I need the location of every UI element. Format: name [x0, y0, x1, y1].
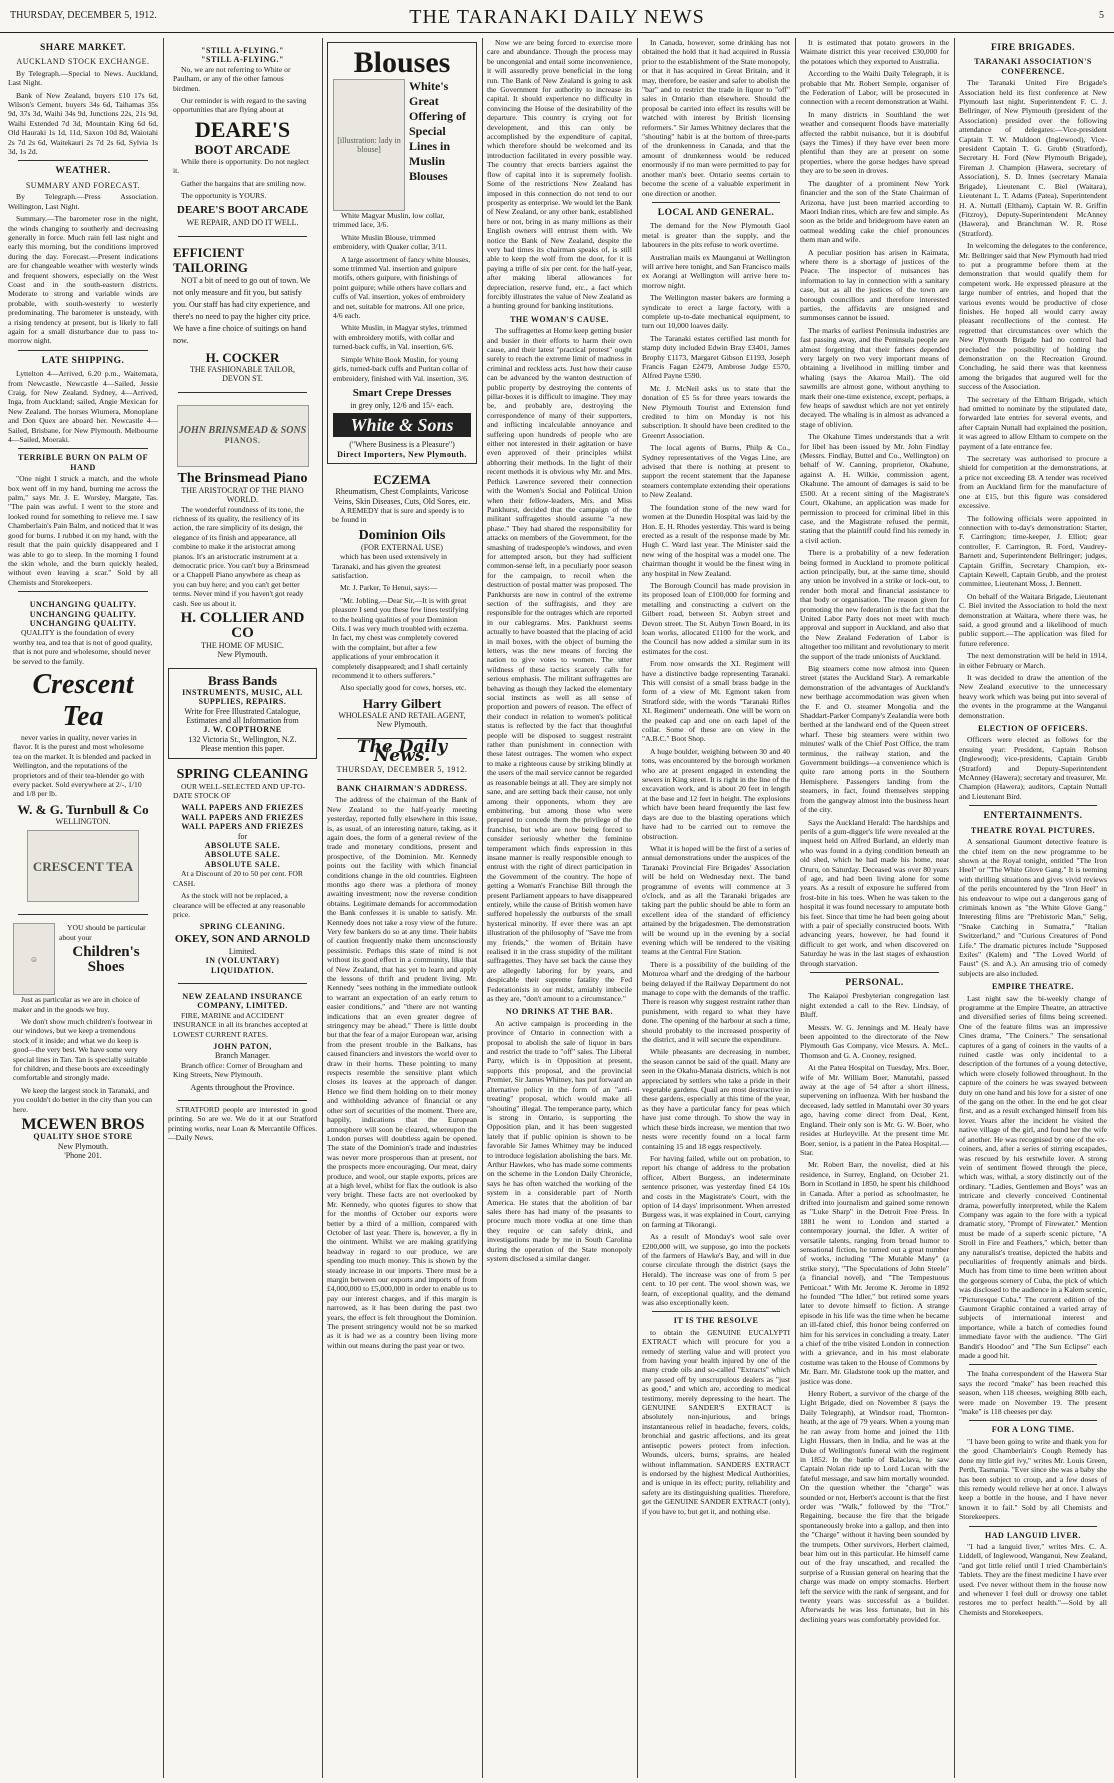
divider [178, 236, 307, 237]
divider [652, 202, 780, 203]
local-item: The Okahune Times understands that a writ for libel has been issued by Mr. John Findlay (Messrs. Findlay, Buttel and Co., Wellington) on behalf of W. Canning, proprietor, Okahune, against A. H. Wilkie, commission agent, Okahune. The amount of damages is said to be £500. At a recent sitting of the Magistrate's Court, Okahune, an application was made for permission to proceed for criminal libel in this case, and the Magistrate refused the permit, stating that the plaintiff could find his remedy in a civil action. [800, 432, 949, 545]
fire-item: On behalf of the Waitara Brigade, Lieutenant C. Biel invited the Association to hold the next demonstration at Waitara, where there was, he said, a good ground and a likelihood of much public support.—The application was filed for future reference. [959, 591, 1107, 648]
bank-address-heading: BANK CHAIRMAN'S ADDRESS. [336, 783, 468, 793]
turnbull-city: WELLINGTON. [55, 816, 111, 826]
weather-report: Summary.—The barometer rose in the night, the winds changing to southerly and decreasing generally in force. Much rain fell last night and early this morning, but the conditions improved during the day. Forecast.—Present indications are for changeable weather with westerly winds and frequent showers, especially on the West Coast and in the south-eastern districts. Moderate to strong and variable winds are probable, with south-westerly to westerly predominating. The barometer is unsteady, with a rising tendency at present, but is likely to fall again for a small disturbance due to pass to-morrow night. [8, 214, 158, 346]
column-rule [322, 38, 323, 1778]
spring-cleaning-heading: SPRING CLEANING [176, 766, 309, 782]
divider [18, 350, 148, 351]
column-rule [795, 38, 796, 1778]
divider [810, 972, 939, 973]
brinsmead-tagline: THE ARISTOCRAT OF THE PIANO WORLD. [181, 485, 304, 505]
bar-heading: NO DRINKS AT THE BAR. [505, 1007, 614, 1017]
languid-liver-heading: HAD LANGUID LIVER. [985, 1530, 1081, 1540]
local-item: Big steamers come now almost into Queen street (states the Auckland Star). A remarkable demonstration of the advantages of Auckland's new berthage accommodation was given when the F. and O. steamer Mongolia and the Shaddart-Parker Company's Zealandia were both berthed at the landward end of the Queen street wharf. These big steamers were within two minutes' walk of the Chief Post Office, the tram terminus, the railway station, and the Government buildings—a convenience which is quite rare among ports in the Southern Hemisphere. Passengers landing from the steamers, in fact, found themselves stepping from the gangway almost into the business heart of the city. [800, 664, 949, 815]
ad-text: never varies in quality, never varies in flavor. It is the purest and most wholesome tea on the market. It is blended and packed in Wellington, and the reputations of the proprietors and of their tea-blender go with every packet. Sold everywhere at 2/-, 1/10 and 1/8 per lb. [13, 732, 151, 799]
local-item: The demand for the New Plymouth Gaol metal is greater than the supply, and the labourers in the pits refuse to work overtime. [642, 221, 790, 250]
ad-text: QUALITY is the foundation of every worthy tea, and tea that is not of good quality, that is not pure and wholesome, should never be served to the family. [13, 628, 153, 666]
cheese-item: The Inaha correspondent of the Hawera Star says the record "make" has been reached this season, when 118 cheeses, weighing 80lb each, were made on November 19. The present "make" is 118 cheeses per day. [959, 1369, 1107, 1417]
share-report: Bank of New Zealand, buyers £10 17s 6d, Wilson's Cement, buyers 34s 6d, Taihamas 35s 9d, 37s 3d, Waihi 34s 9d, Junctions 22s, 21s 9d, Waihi Extended 7d 3d, Mountain King 6d 6d, Old Hauraki 1s 1d, 11d, Saxon 10d 8d, Waiotahi 2s 7d 2s 6d, Waitekauri 2s 7d 2s 6d, Sylvia 1s 3d, 1s 2d. [8, 90, 158, 157]
local-item: While pheasants are decreasing in number, the season cannot be said of the quail. Many are seen in the Okahu-Manaia districts, which is not appreciated by settlers who take a pride in their vegetable gardens. Quail are most destructive in these gardens, especially at this time of the year, as they have a particular fancy for peas which have just come through. To show the way in which these birds increase, we mention that two nests were recently found on a local farm containing 15 and 18 eggs respectively. [642, 1047, 790, 1151]
fire-item: In welcoming the delegates to the conference, Mr. Bellringer said that New Plymouth had tried to put a programme before them at the demonstration that would qualify them for competent work. He expressed pleasure at the large number of entries, and hoped that the various events would be productive of close finishes. He hoped all would carry away pleasant recollections of the contest. He regretted that circumstances over which the New Plymouth Brigade had no control had precluded the possibility of holding the demonstration on the Recreation Ground. Concluding, he said there was that keenness among the brigades that augured well for the success of the Association. [959, 241, 1107, 392]
local-item: From now onwards the XI. Regiment will have a distinctive badge representing Taranaki. This will consist of a small brass badge in the form of a view of Mt. Egmont taken from Stratford side, with the words "Taranaki Rifles XI. Regiment" underneath. One will be worn on the peaked cap and one on each lapel of the collar. Some of these are on view in the "A.B.C." Boot Shop. [642, 659, 790, 744]
local-item: The daughter of a prominent New York financier and the son of the State Chairman of Arizona, have just been married according to Maori Indian rites, which are few and simple. As soon as the bride and bridegroom have eaten an oatmeal wedding cake the chief pronounces them man and wife. [800, 178, 949, 245]
tea-packet-label: CRESCENT TEA [32, 858, 134, 874]
pianos-label: PIANOS. [224, 435, 261, 445]
fire-item: The following officials were appointed in connection with to-day's demonstration: Starter, F. Carrington; time-keeper, J. Elliot; gear controller, F. Carrington, R. Ford, Vaudrey-Barnett and, Superintendent Bellringer; judges, Captain Griffin, Secretary Champion, ex-Captain Kewell, Captain Grubb, and the protest committee, Lieutenant Moss, J. Bennett. [959, 513, 1107, 589]
divider [969, 1364, 1097, 1365]
tailor-heading: TAILORING [173, 259, 248, 275]
ad-text: White Muslin, in Magyar styles, trimmed with embroidery motifs, with collar and turned-back cuffs, in Val. insertion, 6/6. [333, 323, 467, 352]
ad-line: ABSOLUTE SALE. [204, 850, 281, 860]
cocker-address: DEVON ST. [222, 374, 263, 384]
shipping-heading: LATE SHIPPING. [41, 355, 125, 366]
entertainment-item: A sensational Gaumont detective feature is the chief item on the new programme to be shown at the Royal tonight, entitled "The Iron Heel" or "The White Glove Gang." It is teeming with thrilling situations and gives vivid reviews of the perils encountered by the "Iron Heel" in his endeavour to wipe out a dangerous gang of criminals known as "the White Glove Gang." Interesting films are "Prehistoric Man," Selig, "Snake Catching in Sumatra," "Italian Switzerland," and "Curious Creatures of Pond Life." The dramatic pictures include "Supposed Exiles" (Kalem) and "The Loved World of Faust" (S. and A.). An amusing trio of comedy subjects are also included. [959, 837, 1107, 978]
crepe-heading: Smart Crepe Dresses [352, 386, 452, 399]
local-item: The marks of earliest Peninsula industries are fast passing away, and the Peninsula people are almost forgetting that their fathers depended very largely on two very important means of obtaining a livelihood in milling timber and whaling (says the Akaroa Mail). The old sawmills are almost gone, without anything to mark their one-time existence, except, perhaps, a few heaps of sawdust which are not yet entirely decayed. The whaling is in almost as advanced a stage of oblivion. [800, 325, 949, 429]
ad-line: ABSOLUTE SALE. [204, 841, 281, 851]
column-7 [959, 38, 1107, 1778]
cocker-tailor-ad [168, 241, 317, 388]
personal-heading: PERSONAL. [845, 978, 904, 988]
ad-line: "STILL A-FLYING." [201, 46, 284, 55]
divider [969, 805, 1097, 806]
divider [652, 1311, 780, 1312]
personal-item: Henry Robert, a survivor of the charge of the Light Brigade, died on November 8 (says the Daily Telegraph), at Windsor road, Thornton-heath, at the age of 79 years. When a young man he ran away from home and joined the 11th Light Hussars, then in India, and he was at the Duke of Wellington's funeral with the regiment in 1852. In the battle of Balaclava, he saw Captain Nolan ride up to Lord Lucan with the fateful message, and saw him mortally wounded. On the question whether the "charge" was sounded or not, Herbert's account is that the first order was "Walk," followed by the "Trot." Regaining, because the fire that the brigade spontaneously broke into a gallop, and then into the "Charge" without it having been sounded by the trumpets. Other survivors, Herbert claimed, bear him out in this particular. He himself came out of the fray unscathed, and recalled the surprise of a Russian general on hearing that the charge was made on empty stomachs. Herbert left the service with the rank of sergeant, and for twenty years was successful as a builder. Afterwards he was less fortunate, but in his declining years was comfortably provided for. [800, 1389, 949, 1624]
divider [18, 914, 148, 915]
dateline: By Telegraph.—Press Association. Wellington, Last Night. [8, 192, 158, 211]
ad-line: ABSOLUTE SALE. [204, 859, 281, 869]
personal-item: At the Patea Hospital on Tuesday, Mrs. Boer, wife of Mr. William Boer, Manutahi, passed away at the age of 54 after a short illness, supervening on influenza. With her husband the deceased, lady settled in Manutahi over 30 years ago, having come direct from Deal, Kent, England. Their only son is Mr. G. W. Boer, who resides at Hurleyville. At the present time Mr. Boer, senior, is a patient in the Patea Hospital.—Star. [800, 1063, 949, 1157]
okey-liquidation: IN (VOLUNTARY) LIQUIDATION. [205, 956, 280, 975]
ad-line: UNCHANGING QUALITY. [29, 618, 137, 628]
burn-ad-heading: TERRIBLE BURN ON PALM OF HAND [17, 453, 149, 472]
mcewen-address: New Plymouth. [57, 1141, 109, 1151]
crescent-tea-logo: Crescent Tea [32, 668, 134, 732]
dominion-oils-ad [327, 468, 477, 734]
eczema-heading: ECZEMA [373, 472, 431, 488]
childrens-shoes-heading: Children's Shoes [72, 944, 140, 976]
editorial-masthead: The Daily News. [356, 736, 448, 767]
gilbert-name: Harry Gilbert [362, 695, 442, 711]
ad-text: Write for Free Illustrated Catalogue, Estimates and all Information from [184, 706, 301, 725]
ad-text: We keep the largest stock in Taranaki, and you couldn't do better in the city than you can here. [13, 1085, 153, 1114]
paton-name: JOHN PATON, [213, 1041, 272, 1051]
column-6 [800, 38, 949, 1778]
child-illustration: ☺ [13, 923, 55, 995]
fire-item: It was decided to draw the attention of the New Zealand executive to the unnecessary heavy work which was being put into several of the events in the programme at the Wanganui demonstration. [959, 673, 1107, 720]
ad-text: Mr. J. Parker, Te Henui, says:— [340, 583, 438, 593]
fire-brigades-heading: FIRE BRIGADES. [990, 43, 1076, 53]
column-rule [482, 38, 483, 1778]
local-item: There is a probability of a new federation being formed in Auckland to promote political action principally, but, at the same time, should any union be involved in a strike or lock-out, to render both moral and financial assistance to that body or organisation. The reason given for promoting the new federation is the fact that the United Labor Party does not meet with much approval and support in Auckland, and also that the New Zealand Federation of Labor is altogether too militant and revolutionary to merit the support of the trade unionists of Auckland. [800, 548, 949, 661]
ad-note: Please mention this paper. [200, 744, 285, 754]
local-item: There is a possibility of the building of the Moturoa wharf and the dredging of the harbour being delayed if the Railway Department do not manage to cope with the demands of the traffic. There is reason why suggest restraint rather than punishment, with regard to what they have done. The opening of the harbour at such a time, should probably to the increased prosperity of the district, and it will secure the expenditure. [642, 959, 790, 1045]
local-item: The Taranaki estates certified last month for stamp duty included Edwin Bray £3401, James Brophy £1173, Margaret Gibson £1193, Joseph Francis Fagan £2479, Ambrose Judge £570, Alfred Payne £590. [642, 333, 790, 381]
divider [969, 1526, 1097, 1527]
divider [969, 1420, 1097, 1421]
stratford-printing-ad: STRATFORD people are interested in good printing. So are we. We do it at our Stratford printing works, near Loan & Mercantile Offices.—Daily News. [168, 1105, 317, 1143]
bar-text: An active campaign is proceeding in the province of Ontario in connection with a proposal to abolish the sale of liquor in bars and restrict the trade to "off" sales. The Liberal Party, which is in Opposition at present, supports this proposal, and the provincial Premier, Sir James Whitney, has put forward an alternative policy in the form of an "anti-treating" proposal, which would make all "shouting" illegal. The temperance party, which is strong in Ontario, is supporting the Opposition plan, and it has been suggested lately that if public opinion is shown to be favorable Sir James Whitney may be induced to introduce legislation abolishing the bars. Mr. Arthur Hawkes, who has made some comments on the scheme in the London Daily Chronicle, says he has often watched the working of the system in a considerable part of North America. He states that the abolition of bar sales there has had many of the peasants to procure much more vodka at one time than they require or can safely drink, and investigations made by me in South Carolina during the operation of the State monopoly system disclosed a similar danger. [487, 1018, 632, 1263]
ad-line: for [237, 831, 248, 841]
local-item: Mr. J. McNeil asks us to state that the donation of £5 5s for three years towards the New Plymouth Tourist and Extension fund credited to him on Monday is not his subscription. It should have been credited to the Greenrt Association. [642, 383, 790, 440]
cocker-tagline: THE FASHIONABLE TAILOR, [189, 364, 296, 374]
bar-text-continued: In Canada, however, some drinking has not obtained the hold that it had acquired in Russia prior to the establishment of the State monopoly, or that it has acquired in Great Britain, and it may, therefore, be easier and safer to abolish the "bar" and to restrict the trade in liquor to "off" sales in Ontario than elsewhere. Should the proposal be carried into effect its results will be watched with interest by British licensing reformers." Sir James Whitney declares that the "shouting" habit is at the bottom of three-parts of the drunkenness in Canada, and that the amount of drunkenness would be reduced enormously if no man were permitted to pay for another man's beer. Ontario seems certain to become the scene of a valuable experiment in one direction or another. [642, 38, 790, 198]
theatre-royal-heading: THEATRE ROYAL PICTURES. [970, 825, 1096, 835]
boot-arcade-name: BOOT ARCADE [194, 141, 291, 157]
auckland-exchange-heading: AUCKLAND STOCK EXCHANGE. [16, 57, 150, 67]
ad-text: A REMEDY that is sure and speedy is to be found in [332, 505, 465, 525]
ad-text: As the stock will not be replaced, a clearance will be effected at any reasonable price. [173, 891, 306, 919]
crescent-tea-ad [8, 596, 158, 910]
masthead-date: THURSDAY, DECEMBER 5, 1912. [10, 10, 157, 21]
okey-name: OKEY, SON AND ARNOLD [174, 932, 311, 945]
paton-role: Branch Manager. [214, 1051, 271, 1061]
local-item: For having failed, while out on probation, to report his change of address to the probation officer, Albert Burgess, an indeterminate sentence prisoner, was yesterday fined £4 10s and costs in the Magistrate's Court, with the option of 14 days' imprisonment. When arrested Burgess was, it was explained in Court, carrying on farming at Tikorangi. [642, 1153, 790, 1229]
masthead-title: THE TARANAKI DAILY NEWS [409, 6, 705, 28]
column-3 [327, 38, 477, 1778]
local-item: In many districts in Southland the wet weather and consequent floods have materially affected the rabbit nuisance, but it is doubtful (says the Times) if they have ever been more plentiful than they are at present on some properties, where the gorse hedges have spread they are to be seen in droves. [800, 109, 949, 176]
ad-text: "Mr. Jobling,—Dear Sir,—It is with great pleasure I send you these few lines testifying to the healing qualities of your Dominion Oils. I was very much troubled with eczema. In fact, my chest was completely covered with the complaint, but after a few applications of your embrocation it completely disappeared; and I shall certainly recommend it to others sufferers." [332, 595, 469, 681]
divider [18, 591, 148, 592]
womans-cause-heading: THE WOMAN'S CAUSE. [510, 314, 609, 324]
column-2 [168, 38, 317, 1778]
dominion-sub: (FOR EXTERNAL USE) [361, 542, 443, 552]
mcewen-phone: 'Phone 201. [64, 1150, 102, 1160]
brinsmead-piano-ad [168, 397, 317, 664]
ad-text: At a Discount of 20 to 50 per cent. FOR CASH. [173, 869, 303, 888]
ad-text: OUR WELL-SELECTED AND UP-TO-DATE STOCK OF [173, 781, 305, 801]
fire-conference-heading: TARANAKI ASSOCIATION'S CONFERENCE. [974, 57, 1092, 76]
column-rule [954, 38, 955, 1778]
spring-cleaning-ad [168, 763, 317, 979]
masthead [0, 0, 1114, 33]
personal-item: Mr. Robert Barr, the novelist, died at his residence, in Surrey, England, on October 21. Born in Scotland in 1850, he spent his childhood in Canada. After a period as schoolmaster, he drifted into journalism and gained some renown as "Luke Sharp" in the Detroit Free Press. In 1881 he went to London and started a contemporary journal, the Idler. A writer of versatile talents, ranging from broad humor to sensational fiction, he turned out a great number of works, including "The Mutable Many" (a strike story), "The Speculations of John Steele" (a financial novel), and "The Tempestuous Petticoat." With Mr. Jerome K. Jerome in 1892 he founded "The Idler," but retired some years later to devote himself to fiction. A strange episode in his life was the time when he became an ill-fated chief, this honor being conferred on him for his services in concluding a treaty. Later a chief of the tribe visited London in connection with a grievance, and in his most elaborate costume was taken to the House of Commons by Mr. Barr. Mr. Gladstone took up the matter, and justice was done. [800, 1160, 949, 1386]
tailor-heading: EFFICIENT [173, 244, 244, 260]
deares-name: DEARE'S [194, 116, 291, 142]
local-item: It is estimated that potato growers in the Waimate district this year received £30,000 for the potatoes which they exported to Australia. [800, 38, 949, 66]
bank-address-text: The address of the chairman of the Bank of New Zealand to the half-yearly meeting yesterday, reported fully elsewhere in this issue, is, as usual, of an interesting nature, taking, as it again does, the form of a general review of the trade and monetary conditions, present and prospective, of the Dominion. Mr. Kennedy points out the facility with which financial conditions change in the old countries. Eighteen months ago there was a plethora of money awaiting investment; now the reverse condition obtains. Legitimate demands for accommodation the Bank confesses it is unable to satisfy. Mr. Kennedy does not take a rosy view of the future. Very few bankers do so at any time. Their habits of caution frequently make them unconsciously pessimistic. Perhaps this state of mind is not without its good effect in a community, like that of New Zealand, that has yet to learn and apply the lessons of thrift and prudent living. Mr. Kennedy "sees nothing in the immediate outlook to warrant an expectation of an early return to easier conditions," and "there are not wanting indications that an even greater degree of stringency may be ahead." There is little doubt but that the fear of a major European war, arising from the present trouble in the Balkans, has caused financiers and investors the world over to draw in their horns. These pointing to many respects resemble the sensitive plant which closes its leaves at the approach of danger. Hence we find them holding on to their money and withholding advance of financial or any other sort of securities of the moment. There are, happily, indications that the European atmosphere will soon be cleared, whereupon the London purses will doubtless again be opened. The state of the Dominion's trade and industries was never more prosperous than at present, nor the prospects more encouraging. Our meat, dairy produce, and wool, our staple exports, prices are at a high level, whilst for flax the outlook is also very bright. These facts are not overlooked by Mr. Kennedy, who quotes figures to show that for the months of October our exports were better by a third of a million, compared with October of last year. There is, however, a fly in the ointment. Whilst we are making gratifying headway in regard to our produce, we are spending too much money. This is shown by the steady increase in our imports. There must be a margin between our exports and imports of from £4,000,000 to £5,000,000 in order to enable us to pay our interest charges, and if this margin is narrowed, as it has been during the past two years, the effect is felt throughout the Dominion. The present stringency would not be so marked as it is had we as a country been living more within out means during the past year or two. [327, 795, 477, 1350]
nz-insurance-ad [168, 988, 317, 1096]
turnbull-name: W. & G. Turnbull & Co [17, 801, 149, 817]
ad-text: The opportunity is YOURS. [181, 191, 267, 201]
ad-text: NOT a bit of need to go out of town. We not only measure and fit you, but satisfy you. Our staff has had city experience, and there's no need to pay the higher city price. We have a fine choice of suitings on hand now. [173, 275, 311, 345]
eczema-sub: Rheumatism, Chest Complaints, Varicose Veins, Skin Diseases, Cuts, Old Sores, etc. [333, 487, 471, 506]
column-5 [642, 38, 790, 1778]
shipping-report: Lyttelton 4—Arrived, 6.20 p.m., Waitemata, from Newcastle. Newcastle 4—Sailed, Jessie Craig, for New Zealand. Sydney, 4—Arrived, Inga, from Auckland; sailed, Angie Mexican for New Zealand. The horses Wiumera, Monoplane and Don Quex are aboard her. Newcastle 4—Sailed, Brisbane, for New Plymouth. Melbourne 4—Sailed, Moeraki. [8, 369, 158, 445]
ad-text: No, we are not referring to White or Paulham, or any of the other famous birdmen. [173, 64, 291, 93]
weather-subheading: SUMMARY AND FORECAST. [25, 180, 141, 190]
blouses-offer: White's Great Offering of Special Lines in Muslin Blouses [409, 79, 466, 183]
election-heading: ELECTION OF OFFICERS. [978, 724, 1088, 734]
local-item: As a result of Monday's wool sale over £200,000 will, we suppose, go into the pockets of the farmers of Hawke's Bay, and will in due course circulate through the district (says the Herald). The increase was one of from 5 per cent. to 10 per cent. The wool shown was, we learn, of exceptional quality, and the demand was also exceptionally keen. [642, 1232, 790, 1307]
local-item: A peculiar position has arisen in Kaimata, where there is a shortage of justices of the Peace. The inspector of nuisances has information to lay in connection with a sanitary case, but as all the justices of the town are borough councillors and therefore interested parties, the affidavits are unsigned and summonses cannot be issued. [800, 247, 949, 323]
local-item: Australian mails ex Maunganui at Wellington will arrive here tonight, and San Francisco mails ex Aorangi at Wellington will arrive here to-morrow night. [642, 252, 790, 290]
divider [18, 448, 148, 449]
local-item: The foundation stone of the new ward for women at the Dunedin Hospital was laid by the Hon. E. H. Rhodes yesterday. This ward is being erected as a result of the response made by Mr. Hugh C. Ward last year. The Minister said the new wing of the hospital was a model one. The chairman thought it would be the finest wing in any hospital in New Zealand. [642, 502, 790, 578]
local-item: The Borough Council has made provision in its proposed loan of £100,000 for forming and metalling and constructing a culvert on the Gilbert road, between St. Aubyn street and Devon street. The St. Aubyn Town Board, in its loan works, allocated £1100 for the work, and the Council has now added a similar sum in its estimates for the cost. [642, 580, 790, 656]
crepe-sub: in grey only, 12/6 and 15/- each. [350, 400, 454, 410]
burn-ad-text: "One night I struck a match, and the whole box went off in my hand, burning me across the palm," says Mr. J. E. Worsley, Margate, Tas. "The pain was awful. I went to the store and looked round for something to relieve me. I saw Chamberlain's Pain Balm, and noticed that it was good for burns. I rubbed it on my hand, with the result that the pain quickly disappeared and I was able to go to sleep. In the morning I found the skin whole, and the burn quickly healed, without even leaving a scar." Sold by all Chemists and Storekeepers. [8, 474, 158, 587]
local-item: According to the Waihi Daily Telegraph, it is probable that Mr. Robert Semple, organiser of the Federation of Labor, will be prosecuted in connection with a recent demonstration at Waihi. [800, 69, 949, 107]
ad-text: White Muslin Blouse, trimmed embroidery, with Quaker collar, 3/11. [333, 232, 447, 252]
weather-heading: WEATHER. [55, 166, 111, 177]
ad-text: White Magyar Muslin, low collar, trimmed lace, 3/6. [333, 211, 445, 230]
collier-name: H. COLLIER AND CO [180, 609, 305, 641]
divider [178, 392, 307, 393]
piano-illustration [177, 405, 309, 467]
gilbert-sub: WHOLESALE AND RETAIL AGENT, [338, 710, 466, 720]
ad-text: YOU should be particular about your [59, 923, 146, 942]
nz-insurance-name: NEW ZEALAND INSURANCE COMPANY, LIMITED. [182, 991, 303, 1011]
deares-boot-ad [168, 42, 317, 232]
ad-text: which has been used extensively in Taranaki, and has given the greatest satisfaction. [332, 552, 447, 580]
ad-line: Agents throughout the Province. [190, 1082, 295, 1092]
ad-text: A large assortment of fancy white blouses, some trimmed Val. insertion and guipure motifs, others guipure, with finishings of point guipure; while others have collars and cuffs of Val. insertion, yokes of embroidery and net, suitable for matrons. All one price, 4/6 each. [333, 254, 471, 321]
entertainments-heading: ENTERTAINMENTS. [983, 811, 1083, 822]
illustration-caption: [illustration: lady in blouse] [337, 135, 401, 154]
fire-item: The secretary was authorised to procure a shield for competition at the demonstrations, at a price not exceeding £8. A tender was received from an Auckland firm for the manufacture of one at £15, but this figure was considered excessive. [959, 454, 1107, 511]
brinsmead-heading: The Brinsmead Piano [177, 470, 308, 486]
mcewen-tagline: QUALITY SHOE STORE [33, 1132, 133, 1142]
brass-sub: INSTRUMENTS, MUSIC, ALL SUPPLIES, REPAIRS. [182, 687, 303, 707]
long-time-heading: FOR A LONG TIME. [991, 1425, 1075, 1435]
whites-tagline: ("Where Business is a Pleasure") [349, 440, 455, 450]
fire-item: The secretary of the Eltham Brigade, which had omitted to nominate by the stipulated date, forwarded late entries for several events, and after Captain Nuttall had explained the position, it was agreed to allow Eltham to compete on the payment of a late entrance fee. [959, 394, 1107, 451]
cough-remedy-ad: "I have been going to write and thank you for the good Chamberlain's Cough Remedy has done my little girl ivy," writes Mr. Louis Green, Perth, Tasmania. "Ever since she was a baby she has been subject to croup, and a few doses of this remedy would relieve her at once. I always keep a bottle in the house, and I have never known it to fail." Sold by all Chemists and Storekeepers. [959, 1436, 1107, 1522]
mcewen-shoes-ad [8, 919, 158, 1164]
copthorne-name: J. W. COPTHORNE [203, 725, 282, 735]
dateline: By Telegraph.—Special to News. Auckland, Last Night. [8, 68, 158, 88]
column-rule [637, 38, 638, 1778]
brinsmead-logo: JOHN BRINSMEAD & SONS [178, 425, 307, 437]
brass-bands-heading: Brass Bands [208, 672, 277, 688]
local-item: What it is hoped will be the first of a series of annual demonstrations under the auspices of the Taranaki Provincial Fire Brigades' Association will be held on Wednesday next. The band programme of events will commence at 3 o'clock, and as all the Taranaki brigades are taking part the public should be able to form an excellent idea of the standard of efficiency attained by the brigadesmen. The demonstration will be wound up in the evening by a social evening which will be tendered to the visiting teams at the Central Fire Station. [642, 843, 790, 957]
eucalypti-heading: IT IS THE RESOLVE [673, 1316, 759, 1326]
fire-item: The next demonstration will be held in 1914, in either February or March. [959, 651, 1107, 670]
local-item: The local agents of Burns, Philp & Co., Sydney representatives of the Vegas Line, are advised that there is nothing at present to support the recent statement that the Japanese steamers contemplate extending their operations to New Zealand. [642, 443, 790, 500]
divider [337, 779, 467, 780]
local-general-heading: LOCAL AND GENERAL. [657, 207, 775, 218]
column-1 [8, 38, 158, 1778]
ad-text: Simple White Book Muslin, for young girls, turned-back cuffs and Puritan collar of embroidery, finished with Val. insertion, 3/6. [333, 354, 469, 383]
fire-item: The Taranaki United Fire Brigade's Association held its first conference at New Plymouth last night. Superintendent F. C. J. Bellringer, of New Plymouth (president of the Association) presided over the following attendance of delegates:—Vice-president Captain T. W. Muldoon (Inglewood), Vice-president Captain T. G. Grubb (Stratford), Secretary H. Ford (New Plymouth Brigade), Fireman J. Champion (Hawera, secretary of Association), S. D. Innes (secretary Manaia Brigade), Lieutenant C. Biel (Waitara), Lieutenant L. T. Adams (Patea), Superintendent H. A. Nuttall (Eltham), Captain W. R. Griffin (Fitzroy), Deputy-Superintendent McAnney (Hawera), and Branchman W. R. Rose (Stratford). [959, 78, 1107, 238]
local-item: Says the Auckland Herald: The hardships and perils of a gum-digger's life were revealed at the inquest held on Alfred Burland, an elderly man who was found in a dying condition beneath an old shed, which he had made his home, near Oruru, on Saturday. Deceased was over 80 years of age, and had been living alone for some years. As a result of exposure he suffered from frost-bite in his toes. When he was taken to the hospital it was found necessary to amputate both his feet. Since that time he had been going about with a pair of specially constructed boots. With advancing years, however, he had found it difficult to get work, and when discovered on Saturday he was in the last stages of exhaustion through starvation. [800, 817, 949, 968]
brass-bands-ad [168, 668, 317, 759]
blouse-illustration [333, 79, 405, 211]
ad-line: SPRING CLEANING. [199, 922, 286, 932]
womans-cause-text: The suffragettes at Home keep getting busier and busier in their efforts to harm their own cause, and their latest "practical protest" ought surely to reach the extreme limit of madness in criminal and reckless acts. Just how their cause can be advanced by the wanton destruction of public property by destroying the contents of pillar-boxes it is difficult to imagine. They may be, and probably are, destroying the correspondence of many of their supporters, and inflicting incalculable annoyance and suffering upon hundreds of people who are either not interested in their agitation or have even approved of their principles whilst abhorring their methods. In the light of their recent methods it is obvious why Mr. and Mrs. Pethick Lawrence severed their connection with the Women's Social and Political Union when their fellow-leaders, Mrs. and Miss Pankhurst, decided that the campaign of the militant suffragettes should assume "a new phase." They had shared the responsibility for attacks on members of the Government, for the smashing of tradespeople's windows, and even for attempted arson, but they had sufficient common-sense left, in a peculiarly poor season for the campaign, to recoil when the destruction of postal matter was proposed. The Pankhursts are now in control of the extreme section of the suffragists, and they are responsible for the outrages which are reported in our cablegrams. Mrs. Pankhurst seems actually to have boasted that the placing of acid in mail boxes, with the object of burning the letters, was the new means of forcing the nation to give votes to women. The utter wildness of these tactics scarcely calls for serious emphasis. The militant suffragettes are behaving as though they lacked the elementary social instincts as well as all sense of proportion and powers of reason. The effect of their conduct in relation to women's political status is reflected by the fact that thoughtful people will be disposed to suggest restraint rather than punishment in connection with these latest outrages. The women who expect to make a righteous cause by striking blindly at the users of the mail service cannot be regarded as reasonable beings at all. They are simply not sane, and are setting back their cause, not only among their opponents, whom they are embittering, but among those who were prepared to concede them the privilege of the franchise, but who are now being forced to consider seriously whether the feminine temperament which finds expression in this insane manner is really responsible enough to entrust with the right of direct participation in the Government of the country. The hope of getting a Woman's Franchise Bill through the present Parliament appears to have disappeared entirely, while the cause of British women have suffered hopelessly the outbursts of the small hysterical minority. If ever there was an apt illustration of the philosophy of "Save me from my friends," the women of Britain have realised it in the crass stupidity of the militant suffragettes. They have set back the cause they are allegedly laboring for by years, and despicable their supreme fatality the Fed Federationists in our midst, amiably imbecile as they are, "don't amount to a circumstance." [487, 326, 632, 1004]
personal-item: Messrs. W. G. Jennings and M. Healy have been appointed to the directorate of the New Plymouth Gas Company, vice Messrs. A. McL. Thomson and G. A. Cooney, resigned. [800, 1022, 949, 1060]
ad-text: Gather the bargains that are smiling now. [181, 178, 306, 188]
cocker-name: H. COCKER [205, 349, 280, 365]
divider [18, 160, 148, 161]
tablets-ad: "I had a languid liver," writes Mrs. C. A. Liddell, of Inglewood, Wanganui, New Zealand, "and got little relief until I tried Chamberlain's Tablets. They are the finest medicine I have ever used. I've never without them in the house now and whenever I feel dull or drowsy one tablet restores me to perfect health."—Sold by all Chemists and Storekeepers. [959, 1541, 1107, 1617]
empire-theatre-heading: EMPIRE THEATRE. [992, 982, 1074, 992]
local-item: The Wellington master bakers are forming a syndicate to erect a large factory, with a complete up-to-date mechanical equipment, to turn out 10,000 loaves daily. [642, 293, 790, 331]
personal-item: The Kaiapoi Presbyterian congregation last night extended a call to the Rev. Lindsay, of Bluff. [800, 991, 949, 1020]
ad-line: WALL PAPERS AND FRIEZES [181, 822, 304, 832]
repair-note: WE REPAIR, AND DO IT WELL. [186, 218, 299, 228]
column-4 [487, 38, 632, 1778]
entertainment-item: Last night saw the bi-weekly change of programme at the Empire Theatre, an attractive and diversified series of films being screened. One of the feature films was an impressive Cines drama, "The Coiners." The sensational captures of a gang of coiners in the vaults of a ruined castle was only incidental to a description of the fortunes of a young detective, which were closely followed throughout. In the capture of the coiners he was swayed between duty on one hand and his love for a sister of one of the gang on the other. In the end he got clear first, and as a result exchanged himself from his lover. Years after the incident he visited the native village of the girl, and found her the wife of another. He was recognised by one of the ex-coiners, and, after a series of stirring escapades, was rescued by his erstwhile lover. A strong vein of sentiment flowed through the piece, which was, withal, a story distinctly out of the ordinary. "Ladies, Gentlemen and Boys" was an intricate and cleverly conceived Continental drama, powerfully interpreted, while the Kalem Company was again to the fore with a typical dramatic story, "Prompt of Firewater." Mention must be made of a superb scenic picture, "A Stroll in Fire and Feathers," which, better than any naturalist's treatise, depicted the habits and peculiarities of frequently animals and birds. Much has from time to time been written about the gorgeous scenery of Cuba, the pick of which was disclosed to the audience in a Kalem scenic, "Picturesque Cuba." The current edition of the Gaumont Graphic contained a varied array of subjects of international interest and importance, while a batch of comedies found immediate favor with the audience. "The Girl Bandit's Hoodoo" and "The Sun Eclipse" each made a good hit. [959, 993, 1107, 1361]
collier-address: New Plymouth. [217, 650, 268, 660]
ad-text: Branch office: Corner of Brougham and King Streets, New Plymouth. [173, 1060, 303, 1080]
ad-text: Just as particular as we are in choice of maker and in the goods we buy. [13, 995, 140, 1014]
copthorne-address: 132 Victoria St., Wellington, N.Z. [188, 734, 297, 744]
share-market-heading: SHARE MARKET. [39, 43, 127, 53]
ad-text: FIRE, MARINE and ACCIDENT INSURANCE in all its branches accepted at LOWEST CURRENT RATES. [173, 1010, 308, 1039]
whites-address: Direct Importers, New Plymouth. [337, 449, 467, 459]
ad-text: We don't show much children's footwear in our windows, but we keep a tremendous stock of it inside; and what we do keep is good—the very best. We have some very special lines in Tan. Tan is specially suitable for children, and these boots are exceedingly comfortable and strongly made. [13, 1017, 153, 1083]
page-number: 5 [1099, 10, 1104, 21]
collier-tagline: THE HOME OF MUSIC. [201, 640, 284, 650]
dominion-oils-name: Dominion Oils [358, 527, 446, 543]
local-item: A huge boulder, weighing between 30 and 40 tons, was encountered by the borough workmen who are at present engaged in extending the sewers in King street. It is right in the line of the excavation work, and is about 20 feet in length at the base and 12 feet in height. The explosions which have been heard frequently the last few days are due to the blasting operations which have had to be carried out to remove the obstruction. [642, 746, 790, 841]
bank-address-continued: Now we are being forced to exercise more care and abundance. Though the process may be uncongenial and entail some inconvenience, it will assuredly prove beneficial in the long run. The Bank of New Zealand is going to ask the Government for authority to increase its capital. It should experience no difficulty in convincing the House of the desirability of the departure. This country is crying out for development, and this can only be accomplished by the expenditure of capital, which therefore should be welcomed and its introduction facilitated in every possible way. The country that erects barriers against the flow of capital into it is supremely foolish. Some of the restrictions New Zealand has imposed in this connection do not tend to our prosperity as enterprise. We would let the Bank of New Zealand, or any other bank, established here or not, bring in as many millions as their English owners will entrust them with. We notice the Bank of New Zealand, despite the very bad times its chairman speaks of, is still able to keep the wolf from the door, for it is paying a trifle of six per cent. for the half-year, after making liberal allowances for depreciation, reserve fund, etc., a fact which forcibly illustrates the value of New Zealand as a hunting ground for banking institutions. [487, 38, 632, 311]
mcewen-bros-name: MCEWEN BROS [21, 1116, 145, 1134]
ad-text: Our reminder is with regard to the saving opportunities that are flying about at [173, 96, 307, 115]
editorial-date: THURSDAY, DECEMBER 5, 1912. [336, 765, 468, 775]
deares-name-footer: DEARE'S BOOT ARCADE [176, 204, 309, 217]
column-rule [163, 38, 164, 1778]
ad-text: While there is opportunity. Do not neglect it. [173, 156, 309, 176]
gilbert-address: New Plymouth. [376, 720, 428, 730]
ad-line: UNCHANGING QUALITY. [29, 609, 137, 619]
whites-blouses-ad [327, 42, 477, 464]
ad-text: Also specially good for cows, horses, etc. [340, 683, 467, 693]
divider [178, 1100, 307, 1101]
ad-line: UNCHANGING QUALITY. [29, 600, 137, 610]
whites-logo: White & Sons [333, 413, 471, 437]
fire-item: Officers were elected as follows for the ensuing year: President, Captain Robson (Inglewood); vice-presidents, Captain Grubb (Stratford) and Deputy-Superintendent McAnney (Hawera); secretary and treasurer, Mr. Champion (Hawera); auditors, Captain Nuttall and Lieutenant Bird. [959, 735, 1107, 801]
okey-sub: Limited. [228, 946, 257, 956]
blouses-heading: Blouses [353, 46, 451, 79]
divider [178, 983, 307, 984]
ad-line: "STILL A-FLYING." [201, 55, 284, 65]
ad-line: WALL PAPERS AND FRIEZES [181, 803, 304, 813]
ad-text: The wonderful roundness of its tone, the richness of its quality, the resiliency of its action, the rare simplicity of its design, the elegance of its finish and appearance, all combine to make it the aristocrat among pianos. It's an aristocratic instrument at a democratic price. You can't buy a Brinsmead or a Chappell Piano anywhere as cheap as you can buy here; and you can't get better terms. Never mind if you haven't got ready cash. See us about it. [173, 504, 309, 608]
eucalypti-ad-text: to obtain the GENUINE EUCALYPTI EXTRACT which will procure for you a remedy of sterling value and will protect you from having your health injured by one of the many crude oils and so-called "Extracts" which are passed off by unscrupulous dealers as "just as good," and which are, according to medical testimony, merely depressing to the heart. The GENUINE SANDER'S EXTRACT is absolutely non-injurious, and brings instantaneous relief in headache, fevers, colds, bronchial and gastric affections, and its great antiseptic powers protect from infection. Wounds, ulcers, burns, sprains, are healed without inflammation. SANDERS EXTRACT is endorsed by the highest Medical Authorities, and is unique in its effect; purity, reliability and safety are its distinguishing qualities. Therefore, get the GENUINE SANDER EXTRACT (only), if you have to, but get it, and nothing else. [642, 1327, 790, 1516]
ad-line: WALL PAPERS AND FRIEZES [181, 812, 304, 822]
tea-packet-illustration [27, 830, 139, 902]
